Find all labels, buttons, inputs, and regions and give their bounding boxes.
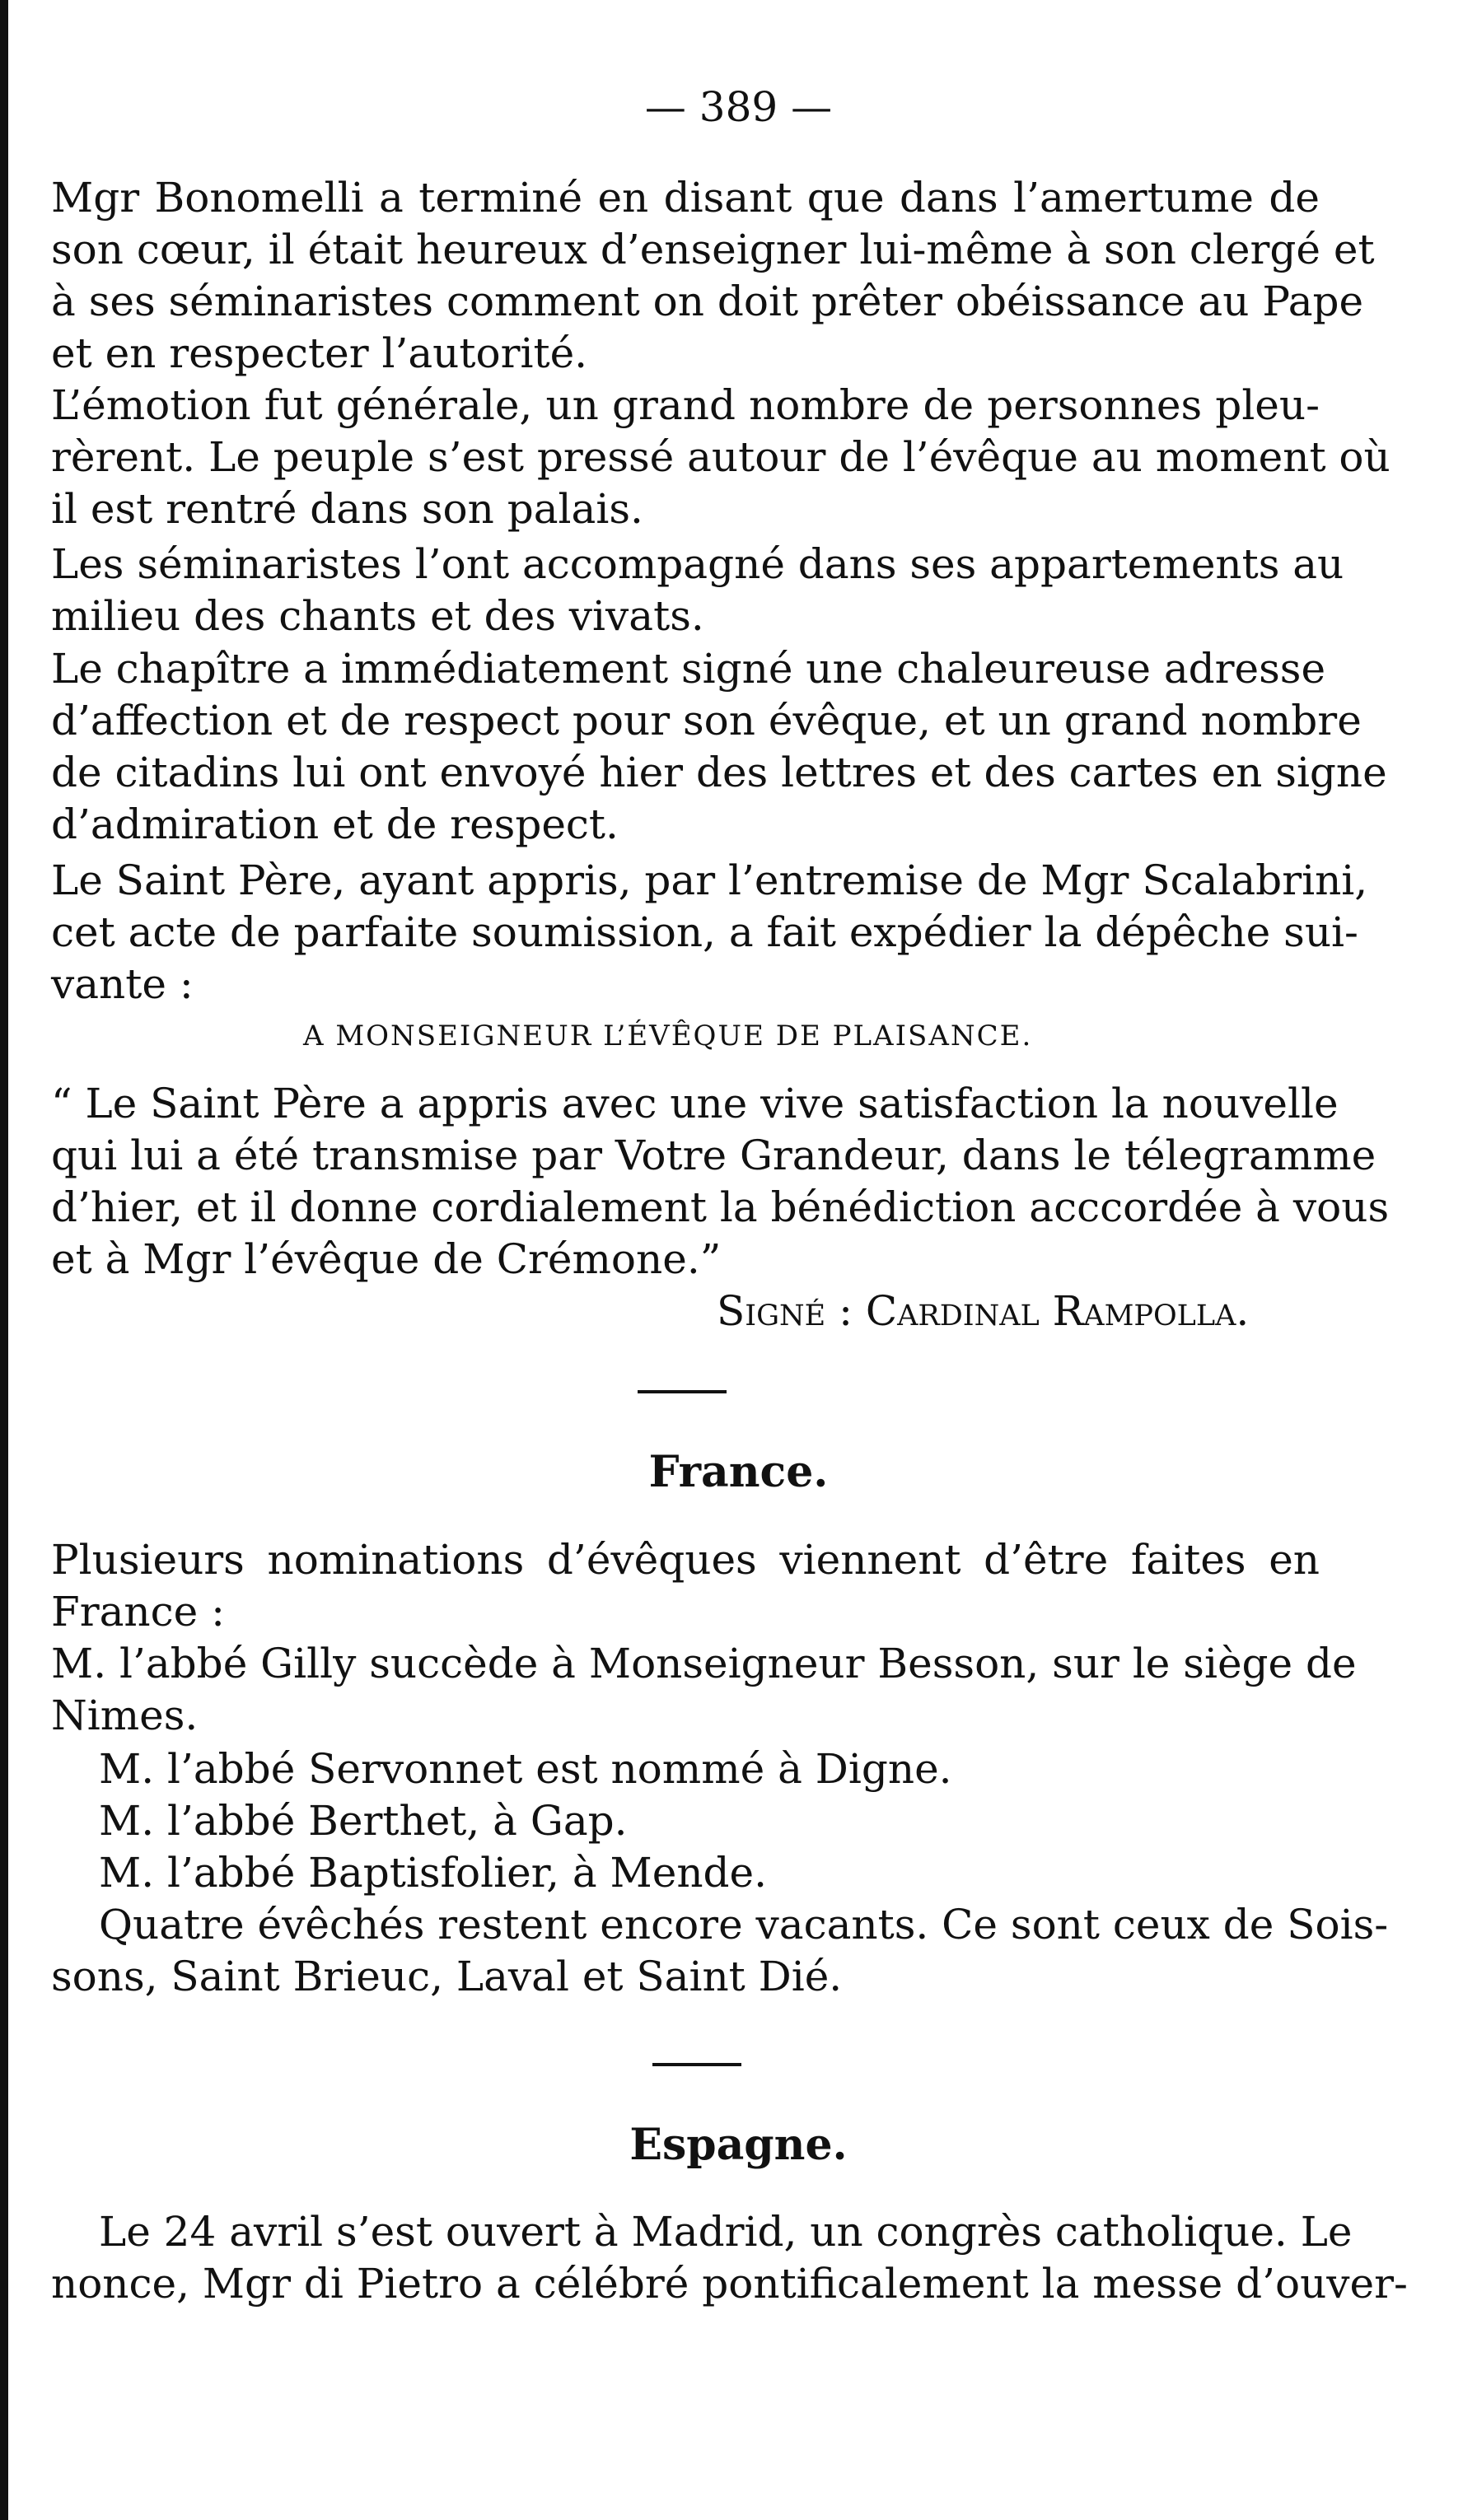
section-heading-france: France. <box>648 1447 829 1497</box>
quoted-line: d’hier, et il donne cordialement la bénédiction acccordée à vous <box>51 1183 1390 1231</box>
section-heading-espagne: Espagne. <box>629 2120 848 2170</box>
text-line: Le Saint Père, ayant appris, par l’entremise de Mgr Scalabrini, <box>51 856 1368 904</box>
quoted-line: “ Le Saint Père a appris avec une vive satisfaction la nouvelle <box>51 1080 1339 1127</box>
text-line: M. l’abbé Baptisfolier, à Mende. <box>99 1849 768 1897</box>
text-line: Mgr Bonomelli a terminé en disant que dans l’amertume de <box>51 174 1320 222</box>
text-line: M. l’abbé Servonnet est nommé à Digne. <box>99 1745 952 1793</box>
text-line: Nimes. <box>51 1692 199 1739</box>
text-line: d’affection et de respect pour son évêque, et un grand nombre <box>51 697 1362 744</box>
dispatch-address: A MONSEIGNEUR L’ÉVÊQUE DE PLAISANCE. <box>303 1020 1033 1052</box>
text-line: Les séminaristes l’ont accompagné dans ses appartements au <box>51 540 1344 588</box>
text-line: Le 24 avril s’est ouvert à Madrid, un congrès catholique. Le <box>99 2208 1353 2256</box>
text-line: cet acte de parfaite soumission, a fait expédier la dépêche sui- <box>51 908 1358 956</box>
text-line: de citadins lui ont envoyé hier des lettres et des cartes en signe <box>51 749 1387 796</box>
text-line: son cœur, il était heureux d’enseigner lui-même à son clergé et <box>51 226 1375 273</box>
text-line: Le chapître a immédiatement signé une chaleureuse adresse <box>51 645 1326 693</box>
text-line: et en respecter l’autorité. <box>51 329 588 377</box>
text-line: vante : <box>51 960 194 1008</box>
text-line: M. l’abbé Gilly succède à Monseigneur Besson, sur le siège de <box>51 1640 1357 1687</box>
quoted-line: qui lui a été transmise par Votre Grandeur, dans le télegramme <box>51 1132 1377 1179</box>
text-line: milieu des chants et des vivats. <box>51 592 704 640</box>
text-line: rèrent. Le peuple s’est pressé autour de l’évêque au moment où <box>51 433 1391 481</box>
section-divider <box>652 2063 741 2066</box>
page-number: — 389 — <box>644 83 833 131</box>
signature-line: Signé : Cardinal Rampolla. <box>717 1287 1250 1335</box>
text-line: M. l’abbé Berthet, à Gap. <box>99 1797 628 1845</box>
quoted-line: et à Mgr l’évêque de Crémone.” <box>51 1235 722 1283</box>
text-line: France : <box>51 1588 225 1636</box>
text-line: Quatre évêchés restent encore vacants. Ce sont ceux de Sois- <box>99 1901 1389 1948</box>
text-line: il est rentré dans son palais. <box>51 485 643 533</box>
text-line: sons, Saint Brieuc, Laval et Saint Dié. <box>51 1953 843 2000</box>
text-line: d’admiration et de respect. <box>51 800 619 848</box>
section-divider <box>638 1390 727 1393</box>
text-line: Plusieurs nominations d’évêques viennent d’être faites en <box>51 1536 1320 1584</box>
text-line: à ses séminaristes comment on doit prêter obéissance au Pape <box>51 278 1364 325</box>
text-line: L’émotion fut générale, un grand nombre de personnes pleu- <box>51 381 1320 429</box>
text-line: nonce, Mgr di Pietro a célébré pontificalement la messe d’ouver- <box>51 2260 1408 2308</box>
